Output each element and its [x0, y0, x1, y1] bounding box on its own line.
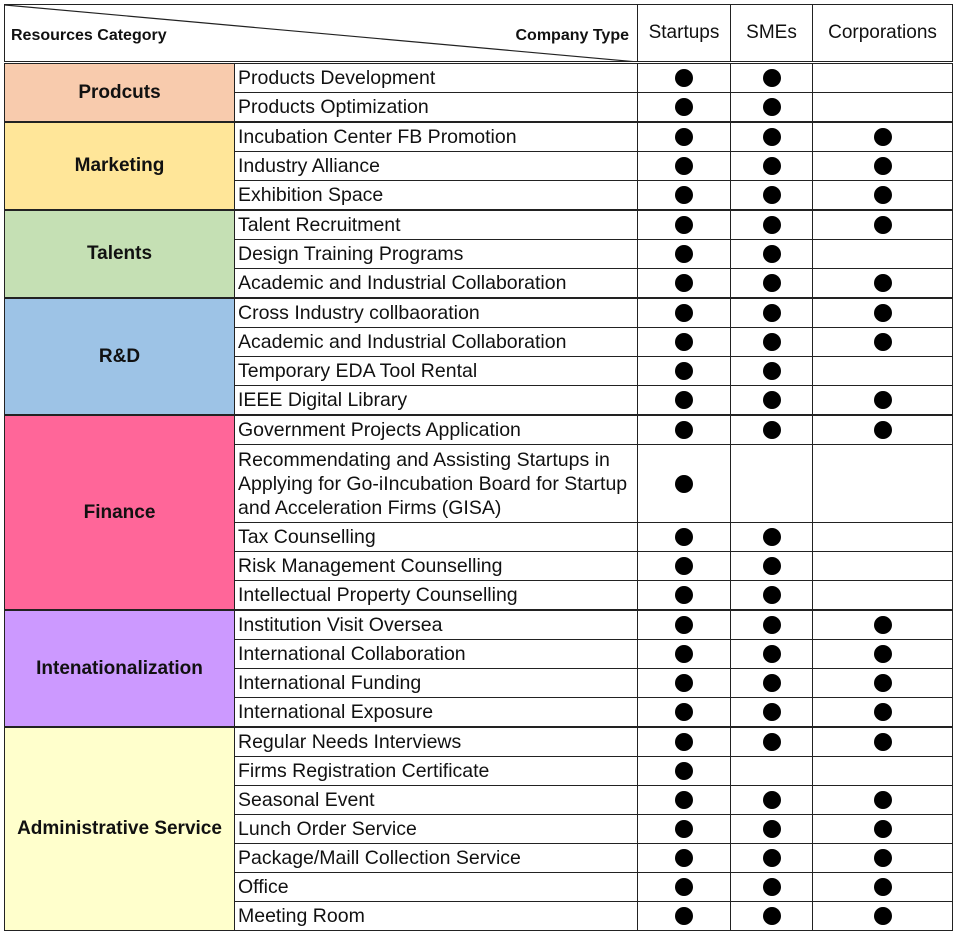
availability-cell-startups: [637, 444, 731, 523]
availability-cell-startups: [637, 727, 731, 757]
availability-cell-startups: [637, 180, 731, 210]
availability-cell-corporations: [812, 901, 953, 931]
availability-dot-icon: [675, 616, 693, 634]
availability-cell-smes: [730, 122, 813, 152]
availability-cell-startups: [637, 327, 731, 357]
availability-dot-icon: [874, 157, 892, 175]
availability-dot-icon: [874, 674, 892, 692]
availability-dot-icon: [874, 333, 892, 351]
availability-dot-icon: [675, 528, 693, 546]
availability-dot-icon: [874, 274, 892, 292]
availability-dot-icon: [763, 820, 781, 838]
availability-cell-startups: [637, 610, 731, 640]
availability-cell-startups: [637, 901, 731, 931]
availability-dot-icon: [675, 186, 693, 204]
availability-dot-icon: [874, 186, 892, 204]
availability-cell-smes: [730, 151, 813, 181]
resource-item: Regular Needs Interviews: [234, 727, 638, 757]
availability-dot-icon: [874, 820, 892, 838]
availability-cell-corporations: [812, 639, 953, 669]
resource-item: Exhibition Space: [234, 180, 638, 210]
availability-dot-icon: [874, 791, 892, 809]
availability-dot-icon: [763, 791, 781, 809]
resource-item: Seasonal Event: [234, 785, 638, 815]
availability-dot-icon: [763, 157, 781, 175]
availability-cell-corporations: [812, 92, 953, 122]
availability-cell-startups: [637, 872, 731, 902]
availability-cell-smes: [730, 727, 813, 757]
resource-item: Products Optimization: [234, 92, 638, 122]
availability-cell-startups: [637, 843, 731, 873]
availability-dot-icon: [675, 245, 693, 263]
availability-cell-startups: [637, 210, 731, 240]
column-header-smes: SMEs: [730, 4, 813, 62]
availability-cell-smes: [730, 298, 813, 328]
resource-item: International Funding: [234, 668, 638, 698]
availability-cell-smes: [730, 639, 813, 669]
availability-dot-icon: [675, 557, 693, 575]
availability-cell-startups: [637, 151, 731, 181]
resource-item: Institution Visit Oversea: [234, 610, 638, 640]
availability-cell-startups: [637, 580, 731, 610]
availability-cell-smes: [730, 239, 813, 269]
category-cell: Administrative Service: [4, 727, 235, 931]
availability-cell-corporations: [812, 210, 953, 240]
availability-cell-smes: [730, 327, 813, 357]
availability-dot-icon: [763, 186, 781, 204]
availability-dot-icon: [874, 733, 892, 751]
category-cell: Finance: [4, 415, 235, 610]
resource-item: IEEE Digital Library: [234, 385, 638, 415]
resource-item: Lunch Order Service: [234, 814, 638, 844]
availability-dot-icon: [763, 421, 781, 439]
availability-cell-smes: [730, 843, 813, 873]
category-cell: Prodcuts: [4, 63, 235, 122]
availability-dot-icon: [763, 128, 781, 146]
availability-cell-smes: [730, 610, 813, 640]
availability-dot-icon: [763, 245, 781, 263]
availability-dot-icon: [675, 907, 693, 925]
availability-cell-startups: [637, 385, 731, 415]
availability-cell-corporations: [812, 239, 953, 269]
availability-cell-corporations: [812, 551, 953, 581]
availability-cell-startups: [637, 268, 731, 298]
availability-cell-startups: [637, 668, 731, 698]
availability-dot-icon: [675, 216, 693, 234]
availability-dot-icon: [874, 907, 892, 925]
resource-item: Temporary EDA Tool Rental: [234, 356, 638, 386]
resource-item: Government Projects Application: [234, 415, 638, 445]
availability-dot-icon: [874, 616, 892, 634]
availability-cell-startups: [637, 814, 731, 844]
availability-dot-icon: [675, 791, 693, 809]
availability-dot-icon: [675, 878, 693, 896]
availability-dot-icon: [874, 216, 892, 234]
availability-dot-icon: [763, 733, 781, 751]
resource-item: Academic and Industrial Collaboration: [234, 268, 638, 298]
availability-dot-icon: [763, 645, 781, 663]
resource-item: Recommendating and Assisting Startups in Applying for Go-iIncubation Board for Startup and Acceleration Firms (GISA): [234, 444, 638, 523]
availability-cell-smes: [730, 356, 813, 386]
corner-header-cell: [4, 4, 638, 62]
availability-cell-smes: [730, 668, 813, 698]
availability-cell-smes: [730, 580, 813, 610]
availability-cell-corporations: [812, 727, 953, 757]
availability-cell-corporations: [812, 580, 953, 610]
availability-dot-icon: [675, 733, 693, 751]
availability-dot-icon: [675, 274, 693, 292]
availability-dot-icon: [763, 333, 781, 351]
availability-cell-corporations: [812, 697, 953, 727]
resource-item: Industry Alliance: [234, 151, 638, 181]
category-cell: Intenationalization: [4, 610, 235, 727]
availability-cell-smes: [730, 901, 813, 931]
availability-cell-startups: [637, 122, 731, 152]
column-header-corporations: Corporations: [812, 4, 953, 62]
availability-dot-icon: [675, 304, 693, 322]
availability-cell-startups: [637, 551, 731, 581]
availability-dot-icon: [675, 333, 693, 351]
availability-cell-startups: [637, 785, 731, 815]
category-cell: Talents: [4, 210, 235, 298]
availability-cell-corporations: [812, 356, 953, 386]
resource-item: Talent Recruitment: [234, 210, 638, 240]
availability-cell-corporations: [812, 843, 953, 873]
resource-item: Academic and Industrial Collaboration: [234, 327, 638, 357]
availability-cell-startups: [637, 639, 731, 669]
availability-dot-icon: [874, 128, 892, 146]
availability-cell-smes: [730, 551, 813, 581]
availability-dot-icon: [763, 616, 781, 634]
availability-cell-corporations: [812, 415, 953, 445]
availability-dot-icon: [675, 586, 693, 604]
resource-item: Firms Registration Certificate: [234, 756, 638, 786]
availability-dot-icon: [763, 907, 781, 925]
availability-dot-icon: [675, 674, 693, 692]
availability-dot-icon: [763, 703, 781, 721]
row-header-label: Resources Category: [11, 27, 167, 44]
availability-dot-icon: [763, 216, 781, 234]
availability-cell-smes: [730, 210, 813, 240]
availability-cell-corporations: [812, 151, 953, 181]
availability-cell-startups: [637, 756, 731, 786]
availability-cell-corporations: [812, 785, 953, 815]
availability-dot-icon: [763, 674, 781, 692]
availability-dot-icon: [763, 528, 781, 546]
availability-cell-corporations: [812, 180, 953, 210]
availability-cell-corporations: [812, 756, 953, 786]
availability-cell-startups: [637, 415, 731, 445]
resource-item: Design Training Programs: [234, 239, 638, 269]
availability-cell-smes: [730, 92, 813, 122]
availability-cell-startups: [637, 239, 731, 269]
resource-item: Products Development: [234, 63, 638, 93]
availability-dot-icon: [675, 69, 693, 87]
resource-item: Tax Counselling: [234, 522, 638, 552]
availability-cell-smes: [730, 63, 813, 93]
availability-dot-icon: [675, 703, 693, 721]
availability-dot-icon: [763, 586, 781, 604]
availability-dot-icon: [763, 849, 781, 867]
availability-cell-startups: [637, 92, 731, 122]
availability-cell-corporations: [812, 522, 953, 552]
availability-dot-icon: [675, 421, 693, 439]
availability-cell-startups: [637, 522, 731, 552]
availability-cell-corporations: [812, 444, 953, 523]
availability-cell-smes: [730, 385, 813, 415]
resource-item: Cross Industry collbaoration: [234, 298, 638, 328]
availability-dot-icon: [763, 274, 781, 292]
availability-cell-corporations: [812, 610, 953, 640]
availability-dot-icon: [874, 421, 892, 439]
availability-dot-icon: [763, 878, 781, 896]
availability-cell-smes: [730, 444, 813, 523]
availability-dot-icon: [763, 391, 781, 409]
availability-cell-startups: [637, 356, 731, 386]
resource-item: Intellectual Property Counselling: [234, 580, 638, 610]
category-cell: R&D: [4, 298, 235, 415]
resource-item: Package/Maill Collection Service: [234, 843, 638, 873]
availability-dot-icon: [675, 391, 693, 409]
availability-cell-corporations: [812, 63, 953, 93]
availability-cell-smes: [730, 268, 813, 298]
availability-dot-icon: [763, 362, 781, 380]
availability-cell-corporations: [812, 814, 953, 844]
resource-item: International Collaboration: [234, 639, 638, 669]
resource-item: International Exposure: [234, 697, 638, 727]
column-header-startups: Startups: [637, 4, 731, 62]
resource-item: Office: [234, 872, 638, 902]
availability-cell-smes: [730, 697, 813, 727]
availability-cell-corporations: [812, 327, 953, 357]
availability-dot-icon: [763, 304, 781, 322]
availability-dot-icon: [874, 391, 892, 409]
availability-cell-smes: [730, 522, 813, 552]
availability-dot-icon: [675, 475, 693, 493]
availability-cell-startups: [637, 63, 731, 93]
availability-dot-icon: [874, 878, 892, 896]
availability-cell-smes: [730, 415, 813, 445]
availability-cell-smes: [730, 180, 813, 210]
resource-item: Incubation Center FB Promotion: [234, 122, 638, 152]
availability-dot-icon: [675, 98, 693, 116]
availability-cell-startups: [637, 697, 731, 727]
availability-cell-corporations: [812, 385, 953, 415]
availability-cell-corporations: [812, 122, 953, 152]
availability-dot-icon: [675, 128, 693, 146]
availability-cell-corporations: [812, 668, 953, 698]
availability-dot-icon: [874, 703, 892, 721]
availability-cell-smes: [730, 814, 813, 844]
availability-dot-icon: [874, 304, 892, 322]
availability-cell-corporations: [812, 268, 953, 298]
availability-cell-startups: [637, 298, 731, 328]
availability-dot-icon: [675, 157, 693, 175]
availability-cell-smes: [730, 872, 813, 902]
availability-cell-corporations: [812, 872, 953, 902]
availability-dot-icon: [675, 820, 693, 838]
availability-dot-icon: [675, 645, 693, 663]
availability-dot-icon: [763, 557, 781, 575]
column-header-label: Company Type: [515, 27, 629, 44]
availability-dot-icon: [763, 69, 781, 87]
availability-dot-icon: [675, 762, 693, 780]
resource-item: Meeting Room: [234, 901, 638, 931]
category-cell: Marketing: [4, 122, 235, 210]
availability-cell-smes: [730, 756, 813, 786]
availability-dot-icon: [874, 849, 892, 867]
resource-item: Risk Management Counselling: [234, 551, 638, 581]
availability-cell-corporations: [812, 298, 953, 328]
availability-dot-icon: [675, 362, 693, 380]
availability-dot-icon: [874, 645, 892, 663]
availability-cell-smes: [730, 785, 813, 815]
availability-dot-icon: [675, 849, 693, 867]
availability-dot-icon: [763, 98, 781, 116]
